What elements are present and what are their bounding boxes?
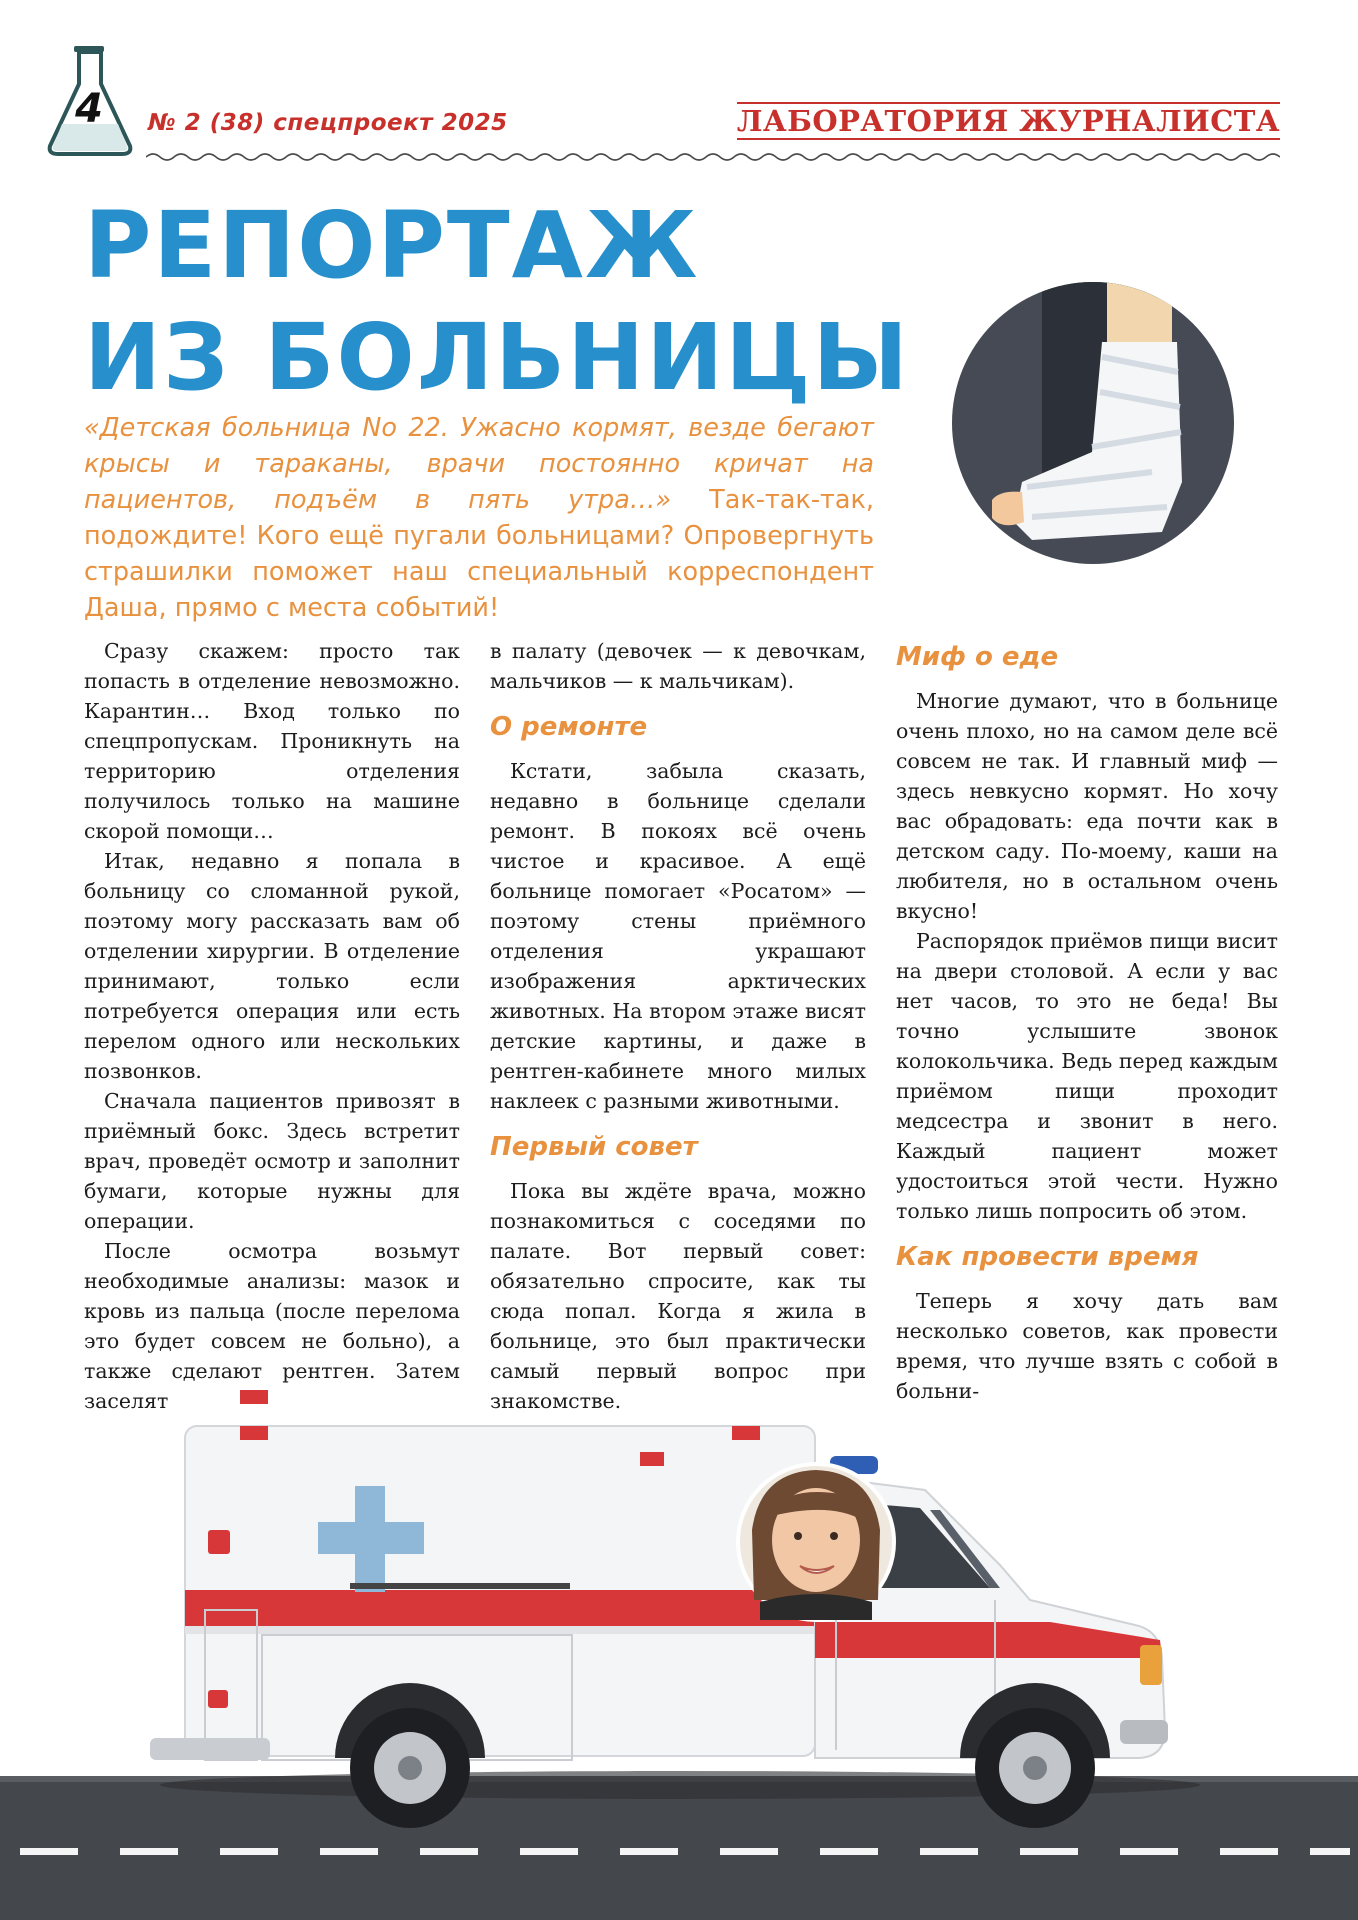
section-heading-spend-time: Как провести время [896, 1242, 1199, 1272]
paragraph: Теперь я хочу дать вам несколько советов, как провести время, что лучше взять с собой в больни- [896, 1289, 1278, 1403]
paragraph: Пока вы ждёте врача, можно познакомиться с соседями по палате. Вот первый совет: обязательно спросите, как ты сюда попал. Когда я жила в больнице, это был практически самый первый вопрос при знакомстве. [490, 1179, 866, 1413]
issue-label: № 2 (38) спецпроект 2025 [148, 110, 508, 136]
correspondent-portrait [738, 1464, 894, 1620]
ambulance-illustration [0, 1390, 1358, 1920]
paragraph: Сразу скажем: просто так попасть в отделение невозможно. Карантин… Вход только по спецпропускам. Проникнуть на территорию отделения получилось только на машине скорой помощи… [84, 639, 460, 843]
title-line-1: РЕПОРТАЖ [84, 192, 700, 299]
lead-rest: Так-так-так, подождите! Кого ещё пугали больницами? Опровергнуть страшилки поможет наш специальный корреспондент Даша, прямо с места событий! [84, 485, 875, 623]
paragraph: Распорядок приёмов пищи висит на двери столовой. А если у вас нет часов, то это не беда! Вы точно услышите звонок колокольчика. Ведь перед каждым приёмом пищи проходит медсестра и звонит в него. Каждый пациент может удостоиться этой чести. Нужно только лишь попросить об этом. [896, 929, 1278, 1223]
header-wave-divider [146, 150, 1280, 164]
paragraph: в палату (девочек — к девочкам, мальчиков — к мальчикам). [490, 639, 866, 693]
front-wheel [975, 1708, 1095, 1828]
column-1 [84, 636, 460, 1416]
page-number: 4 [75, 86, 103, 132]
article-lead [84, 410, 874, 626]
section-heading-repair: О ремонте [490, 712, 648, 742]
section-heading-first-tip: Первый совет [490, 1132, 698, 1162]
column-3 [896, 636, 1278, 1406]
paragraph: Кстати, забыла сказать, недавно в больнице сделали ремонт. В покоях всё очень чистое и красивое. А ещё больнице помогает «Росатом» — поэтому стены приёмного отделения украшают изображения арктических животных. На втором этаже висят детские картины, и даже в рентген-кабинете много милых наклеек с разными животными. [490, 759, 866, 1113]
rear-wheel [350, 1708, 470, 1828]
paragraph: Многие думают, что в больнице очень плохо, но на самом деле всё совсем не так. И главный миф — здесь невкусно кормят. Но хочу вас обрадовать: еда почти как в детском саду. По-моему, каши на любителя, но в остальном очень вкусно! [896, 689, 1278, 923]
paragraph: Сначала пациентов привозят в приёмный бокс. Здесь встретит врач, проведёт осмотр и заполнит бумаги, которые нужны для операции. [84, 1089, 460, 1233]
article-body [84, 636, 1278, 1413]
paragraph: Итак, недавно я попала в больницу со сломанной рукой, поэтому могу рассказать вам об отделении хирургии. В отделение принимают, только если потребуется операция или есть перелом одного или нескольких позвонков. [84, 849, 460, 1083]
bandaged-leg-illustration [952, 282, 1234, 564]
magazine-name: ЛАБОРАТОРИЯ ЖУРНАЛИСТА [736, 104, 1280, 138]
section-heading-food-myth: Миф о еде [896, 642, 1059, 672]
paragraph: После осмотра возьмут необходимые анализы: мазок и кровь из пальца (после перелома это будет совсем не больно), а также сделают рентген. Затем заселят [84, 1239, 460, 1413]
column-2 [490, 636, 866, 1416]
title-line-2: ИЗ БОЛЬНИЦЫ [84, 304, 910, 411]
article-title [84, 190, 910, 414]
page-header [40, 46, 1280, 166]
lead-quote: «Детская больница No 22. Ужасно кормят, везде бегают крысы и тараканы, врачи постоянно кричат на пациентов, подъём в пять утра…» [84, 413, 874, 515]
